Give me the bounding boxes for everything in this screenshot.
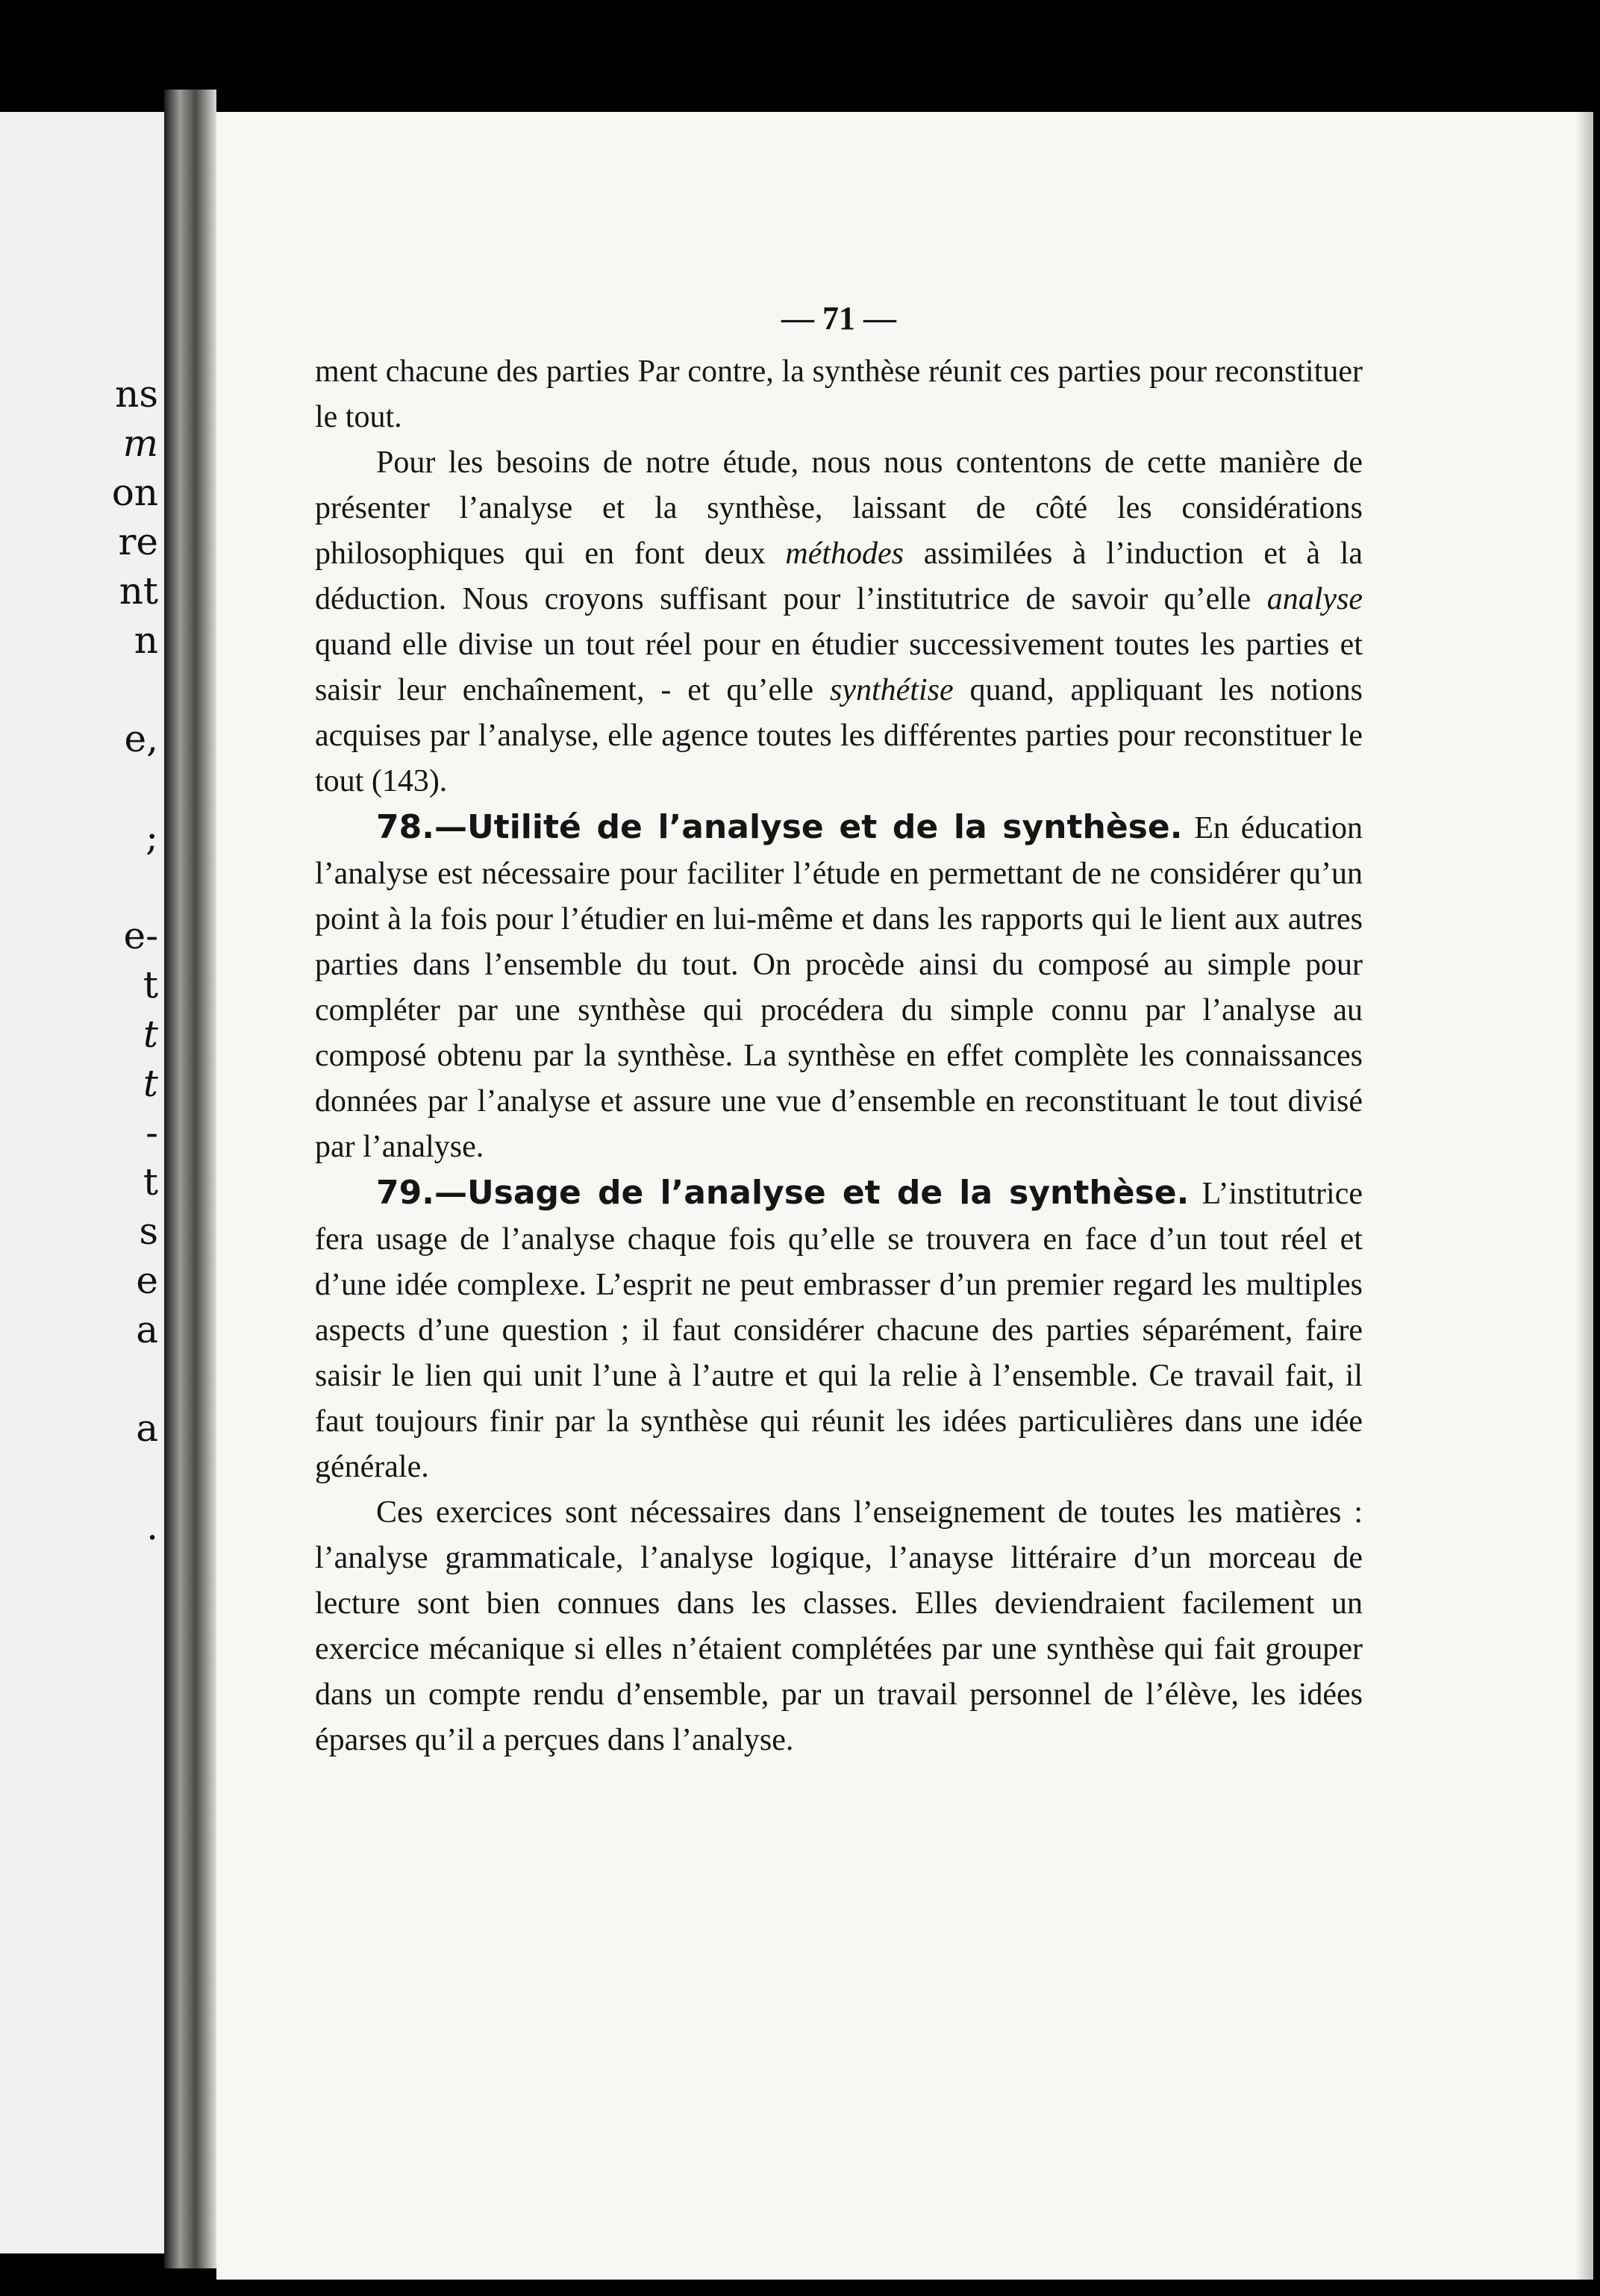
emphasis-analyse: analyse: [1266, 582, 1363, 616]
left-page: [0, 112, 164, 2253]
fragment: t: [143, 1062, 158, 1105]
text-run: quand, appliquant les notions acquises par l’analyse, elle agence toutes les différentes parties pour reconstituer le tout (143).: [315, 673, 1363, 798]
fragment: [69, 862, 158, 911]
fragment: [69, 1453, 158, 1502]
fragment: t: [143, 1013, 158, 1056]
fragment: [69, 763, 158, 813]
fragment: a: [136, 1308, 158, 1351]
paragraph-exercises: Ces exercices sont nécessaires dans l’enseignement de toutes les matières : l’analyse grammaticale, l’analyse logique, l’anayse littéraire d’un morceau de lecture sont bien connues dans les classes. Elles deviendraient facilement un exercice mécanique si elles n’étaient complétées par une synthèse qui fait grouper dans un compte rendu d’ensemble, par un travail personnel de l’élève, les idées éparses qu’il a perçues dans l’analyse.: [315, 1495, 1363, 1757]
fragment: s: [139, 1210, 158, 1253]
fragment: ;: [146, 816, 158, 859]
section-79-body: L’institutrice fera usage de l’analyse chaque fois qu’elle se trouvera en face d’un tout réel et d’une idée complexe. L’esprit ne peut embrasser d’un premier regard les multiples aspects d’une question ; il faut considérer chacune des parties séparément, faire saisir le lien qui unit l’une à l’autre et qui la relie à l’ensemble. Ce travail fait, il faut toujours finir par la synthèse qui réunit les idées particulières dans une idée générale.: [315, 1177, 1363, 1484]
fragment: [69, 1354, 158, 1404]
section-78-heading: 78.—Utilité de l’analyse et de la synthèse.: [376, 808, 1183, 846]
fragment: e,: [124, 717, 158, 760]
fragment: t: [143, 963, 158, 1007]
emphasis-synthetise: synthétise: [829, 673, 954, 707]
section-78: [315, 804, 1363, 1170]
text-run: assimilées à l’induction et à la déduction. Nous croyons suffisant pour l’institutrice de savoir qu’elle: [315, 537, 1363, 616]
section-78-body: En éducation l’analyse est nécessaire pour faciliter l’étude en permettant de ne considérer qu’un point à la fois pour l’étudier en lui-même et dans les rapports qui le lient aux autres parties dans l’ensemble du tout. On procède ainsi du composé au simple pour compléter par une synthèse qui procédera du simple connu par l’analyse au composé obtenu par la synthèse. La synthèse en effet complète les connaissances données par l’analyse et assure une vue d’ensemble en reconstituant le tout divisé par l’analyse.: [315, 811, 1363, 1164]
book-gutter: [164, 90, 216, 2268]
fragment: e: [136, 1259, 158, 1302]
fragment: [69, 665, 158, 714]
text-run: quand elle divise un tout réel pour en étudier successivement toutes les parties et saisir leur enchaînement, - et qu’elle: [315, 628, 1363, 707]
right-page: [216, 112, 1593, 2280]
fragment: n: [134, 619, 158, 662]
fragment: a: [136, 1407, 158, 1450]
fragment: ns: [115, 372, 158, 416]
fragment: on: [111, 471, 158, 514]
fragment: re: [118, 520, 158, 563]
section-79: [315, 1170, 1363, 1490]
page-edge: [1575, 112, 1593, 2280]
text-run: Pour les besoins de notre étude, nous nous contentons de cette manière de présenter l’analyse et la synthèse, laissant de côté les considérations philosophiques qui en font deux: [315, 445, 1363, 571]
fragment: -: [146, 1111, 158, 1154]
emphasis-methodes: méthodes: [785, 537, 904, 571]
fragment: t: [143, 1160, 158, 1204]
fragment: e-: [123, 914, 158, 957]
fragment: m: [122, 422, 158, 465]
paragraph-method: [315, 440, 1363, 804]
section-79-heading: 79.—Usage de l’analyse et de la synthèse.: [376, 1174, 1190, 1212]
fragment: nt: [119, 569, 158, 613]
left-page-fragments: [69, 369, 158, 1551]
page-number: — 71 —: [781, 300, 896, 337]
page-text: [315, 293, 1363, 1763]
fragment: .: [146, 1505, 158, 1548]
paragraph-continuation: ment chacune des parties Par contre, la synthèse réunit ces parties pour reconstituer le tout.: [315, 354, 1363, 434]
